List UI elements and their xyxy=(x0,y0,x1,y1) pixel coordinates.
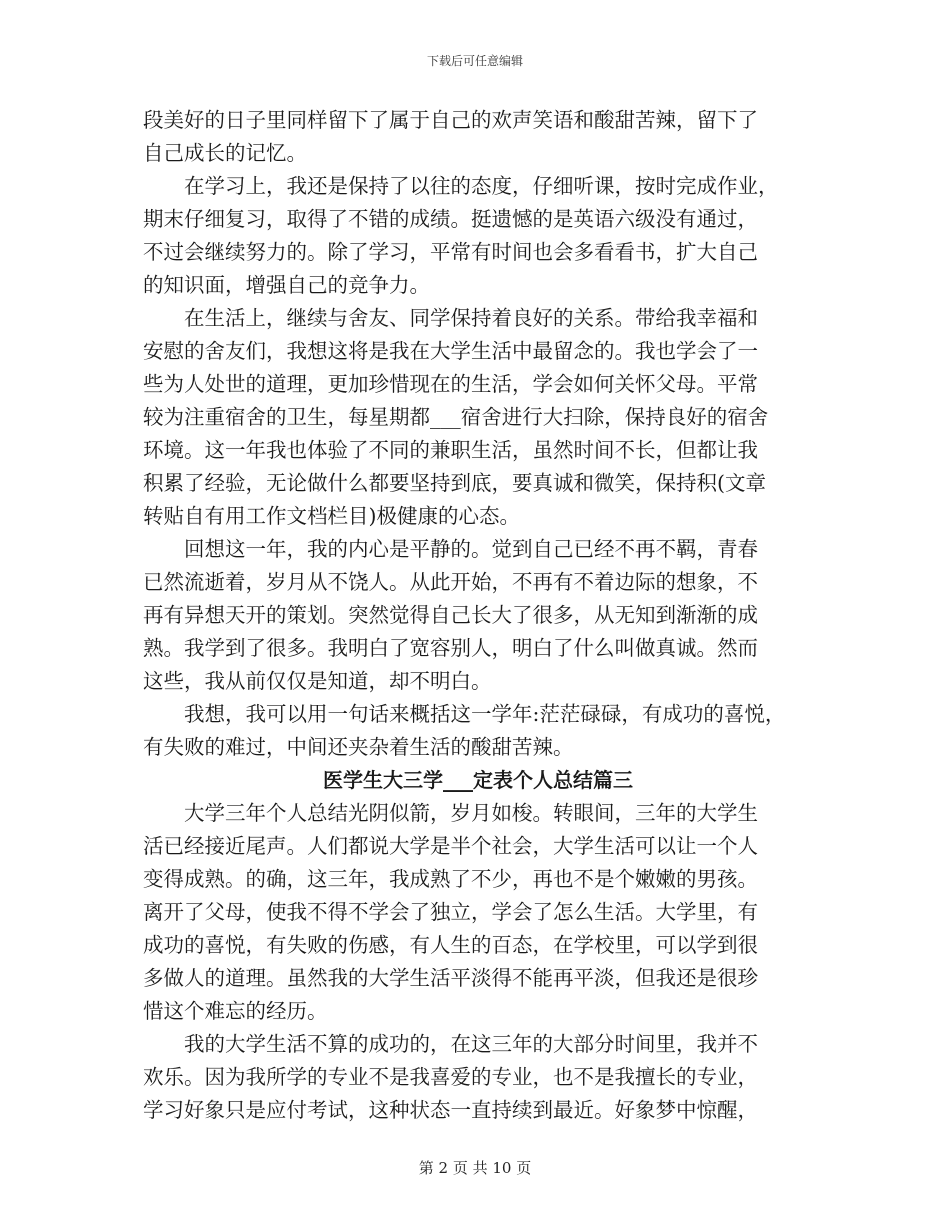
text-line: 的知识面，增强自己的竞争力。 xyxy=(143,273,430,297)
text-line: 些为人处世的道理，更加珍惜现在的生活，学会如何关怀父母。平常 xyxy=(143,372,758,396)
text-line: 变得成熟。的确，这三年，我成熟了不少，再也不是个嫩嫩的男孩。 xyxy=(143,867,758,891)
text-line: 大学三年个人总结光阴似箭，岁月如梭。转眼间，三年的大学生 xyxy=(184,801,758,825)
text-line: 活已经接近尾声。人们都说大学是半个社会，大学生活可以让一个人 xyxy=(143,834,758,858)
text-line: 转贴自有用工作文档栏目)极健康的心态。 xyxy=(143,504,520,528)
page-footer: 第 2 页 共 10 页 xyxy=(418,1159,532,1177)
text-line: 惜这个难忘的经历。 xyxy=(143,999,328,1023)
text-line: 段美好的日子里同样留下了属于自己的欢声笑语和酸甜苦辣，留下了 xyxy=(143,108,758,132)
text-line: 熟。我学到了很多。我明白了宽容别人，明白了什么叫做真诚。然而 xyxy=(143,636,758,660)
text-line: 离开了父母，使我不得不学会了独立，学会了怎么生活。大学里，有 xyxy=(143,900,758,924)
document-body xyxy=(143,104,813,1127)
text-line: 不过会继续努力的。除了学习，平常有时间也会多看看书，扩大自己 xyxy=(143,240,758,264)
text-line: 较为注重宿舍的卫生，每星期都___宿舍进行大扫除，保持良好的宿舍 xyxy=(143,405,769,429)
text-line: 已然流逝着，岁月从不饶人。从此开始，不再有不着边际的想象，不 xyxy=(143,570,758,594)
text-line: 期末仔细复习，取得了不错的成绩。挺遗憾的是英语六级没有通过， xyxy=(143,207,758,231)
text-line: 自己成长的记忆。 xyxy=(143,141,307,165)
text-line: 环境。这一年我也体验了不同的兼职生活，虽然时间不长，但都让我 xyxy=(143,438,758,462)
text-line: 安慰的舍友们，我想这将是我在大学生活中最留念的。我也学会了一 xyxy=(143,339,758,363)
text-line: 在生活上，继续与舍友、同学保持着良好的关系。带给我幸福和 xyxy=(184,306,758,330)
text-line: 多做人的道理。虽然我的大学生活平淡得不能再平淡，但我还是很珍 xyxy=(143,966,758,990)
text-line: 这些，我从前仅仅是知道，却不明白。 xyxy=(143,669,492,693)
text-line: 我想，我可以用一句话来概括这一学年:茫茫碌碌，有成功的喜悦， xyxy=(184,702,786,726)
text-line: 学习好象只是应付考试，这种状态一直持续到最近。好象梦中惊醒， xyxy=(143,1098,758,1122)
text-line: 回想这一年，我的内心是平静的。觉到自己已经不再不羁，青春 xyxy=(184,537,758,561)
text-line: 积累了经验，无论做什么都要坚持到底，要真诚和微笑，保持积(文章 xyxy=(143,471,766,495)
text-line: 欢乐。因为我所学的专业不是我喜爱的专业，也不是我擅长的专业， xyxy=(143,1065,758,1089)
section-text xyxy=(143,104,813,764)
section-heading: 医学生大三学___定表个人总结篇三 xyxy=(323,768,633,792)
text-line: 在学习上，我还是保持了以往的态度，仔细听课，按时完成作业， xyxy=(184,174,779,198)
text-line: 我的大学生活不算的成功的，在这三年的大部分时间里，我并不 xyxy=(184,1032,758,1056)
text-line: 成功的喜悦，有失败的伤感，有人生的百态，在学校里，可以学到很 xyxy=(143,933,758,957)
text-line: 再有异想天开的策划。突然觉得自己长大了很多，从无知到渐渐的成 xyxy=(143,603,758,627)
section-text xyxy=(143,797,813,1127)
page-header: 下载后可任意编辑 xyxy=(426,54,523,68)
text-line: 有失败的难过，中间还夹杂着生活的酸甜苦辣。 xyxy=(143,735,574,759)
